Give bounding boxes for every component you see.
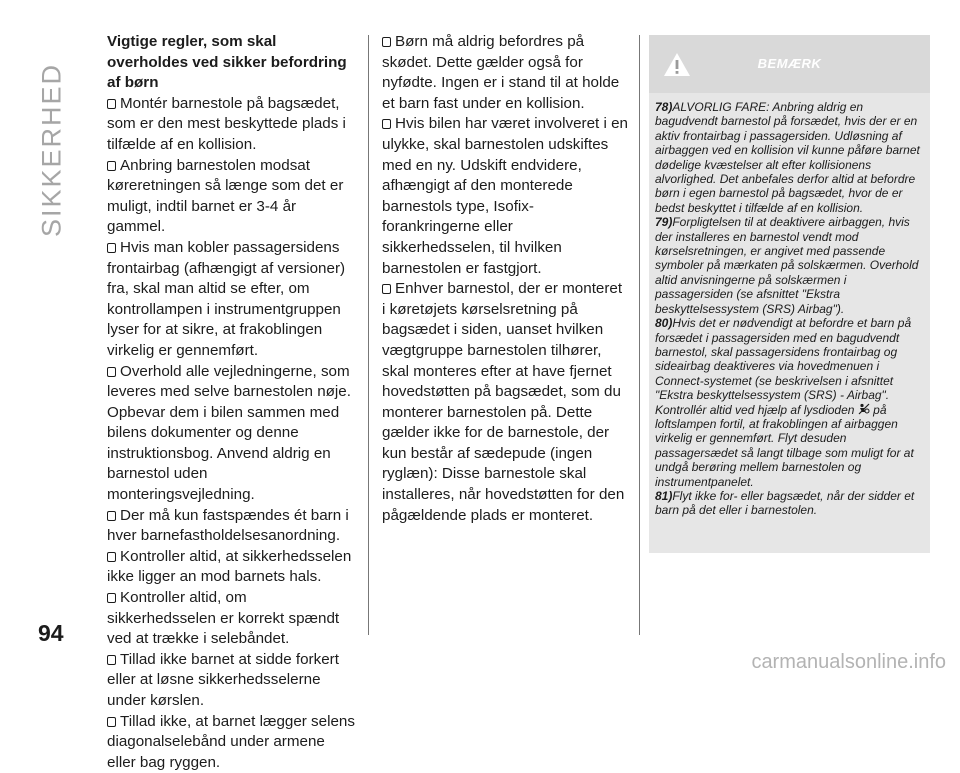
list-item: Tillad ikke, at barnet lægger selens diagonalselebånd under armene eller bag ryggen. [107, 712, 355, 771]
checkbox-bullet-icon [107, 655, 116, 665]
checkbox-bullet-icon [107, 99, 116, 109]
note-box [649, 35, 930, 553]
note-title: BEMÆRK [757, 56, 822, 71]
list-item: Der må kun fastspændes ét barn i hver barnefastholdelsesanordning. [107, 506, 349, 545]
column-divider [639, 35, 640, 635]
checkbox-bullet-icon [107, 243, 116, 253]
list-item: Enhver barnestol, der er monteret i køretøjets kørselsretning på bagsædet i siden, uanset hvilken vægtgruppe barnestolen tilhører, skal monteres efter at have fjernet hovedstøtten på bagsædet, som du monterer barnestolen på. Dette gælder ikke for de barnestole, der kun består af sædepude (ingen ryglæn): Disse barnestole skal installeres, når hovedstøtten for den pågældende plads er monteret. [382, 280, 625, 524]
column-divider [368, 35, 369, 635]
checkbox-bullet-icon [382, 119, 391, 129]
section-title: SIKKERHED [36, 62, 67, 238]
checkbox-bullet-icon [107, 367, 116, 377]
checkbox-bullet-icon [107, 511, 116, 521]
list-item: Overhold alle vejledningerne, som leveres med selve barnestolen nøje. Opbevar dem i bilen sammen med bilens dokumenter og denne instruktionsbog. Anvend aldrig en barnestol uden monteringsvejledning. [107, 362, 351, 504]
checkbox-bullet-icon [107, 593, 116, 603]
list-item: Anbring barnestolen modsat køreretningen så længe som det er muligt, indtil barnet er 3-4 år gammel. [107, 156, 344, 236]
note-item-79: 79)Forpligtelsen til at deaktivere airbaggen, hvis der installeres en barnestol vendt mod kørselsretningen, er angivet med passende symboler på mærkaten på solskærmen. Overhold altid anvisningerne på solskærmen i passagersiden (se afsnittet "Ekstra beskyttelsessystem (SRS) Airbag"). [655, 215, 919, 316]
list-item: Hvis bilen har været involveret i en ulykke, skal barnestolen udskiftes med en ny. Udskift endvidere, afhængigt af den monterede barnestols type, Isofix-forankringerne eller sikkerhedsselen, til hvilken barnestolen er fastgjort. [382, 115, 628, 277]
list-item: Montér barnestole på bagsædet, som er den mest beskyttede plads i tilfælde af en kollision. [107, 94, 346, 153]
checkbox-bullet-icon [107, 161, 116, 171]
page-number: 94 [38, 620, 64, 646]
airbag-off-icon [858, 403, 870, 415]
list-item: Tillad ikke barnet at sidde forkert eller at løsne sikkerhedsselerne under kørslen. [107, 650, 339, 709]
note-item-81: 81)Flyt ikke for- eller bagsædet, når der sidder et barn på det eller i barnestolen. [655, 488, 915, 518]
site-watermark: carmanualsonline.info [751, 651, 946, 673]
list-item: Børn må aldrig befordres på skødet. Dette gælder også for nyfødte. Ingen er i stand til at holde et barn fast under en kollision. [382, 33, 620, 112]
column-left [107, 32, 355, 773]
list-item: Kontroller altid, om sikkerhedsselen er korrekt spændt ved at trække i selebåndet. [107, 589, 340, 648]
list-item: Kontroller altid, at sikkerhedsselen ikke ligger an mod barnets hals. [107, 547, 352, 586]
list-item: Hvis man kobler passagersidens frontairbag (afhængigt af versioner) fra, skal man altid se efter, om kontrollampen i instrumentgruppen lyser for at sikre, at frakoblingen virkelig er gennemført. [107, 238, 346, 359]
note-body [649, 93, 930, 518]
note-item-80: 80)Hvis det er nødvendigt at befordre et barn på forsædet i passagersiden med en bagudvendt barnestol, skal passagersidens frontairbag og sideairbag deaktiveres via hovedmenuen i Connect-systemet (se beskrivelsen i afsnittet "Ekstra beskyttelsessystem (SRS) - Airbag". Kontrollér altid ved hjælp af lysdioden på loftslampen fortil, at frakoblingen af airbaggen virkelig er gennemført. Flyt desuden passagersædet så langt tilbage som muligt for at undgå berøring mellem barnestolen og instrumentpanelet. [655, 316, 914, 489]
checkbox-bullet-icon [382, 37, 391, 47]
checkbox-bullet-icon [382, 284, 391, 294]
rules-heading: Vigtige regler, som skal overholdes ved sikker befordring af børn [107, 33, 347, 92]
column-middle [382, 32, 628, 526]
checkbox-bullet-icon [107, 717, 116, 727]
checkbox-bullet-icon [107, 552, 116, 562]
note-item-78: 78)ALVORLIG FARE: Anbring aldrig en bagudvendt barnestol på forsædet, hvis der er en aktiv frontairbag i passagersiden. Udløsning af airbaggen ved en kollision vil kunne påføre barnet dødelige kvæstelser alt efter kollisionens alvorlighed. Det anbefales derfor altid at befordre børn i egen barnestol på bagsædet, hvor de er bedst beskyttet i tilfælde af en kollision. [655, 100, 920, 215]
note-header [649, 35, 930, 93]
